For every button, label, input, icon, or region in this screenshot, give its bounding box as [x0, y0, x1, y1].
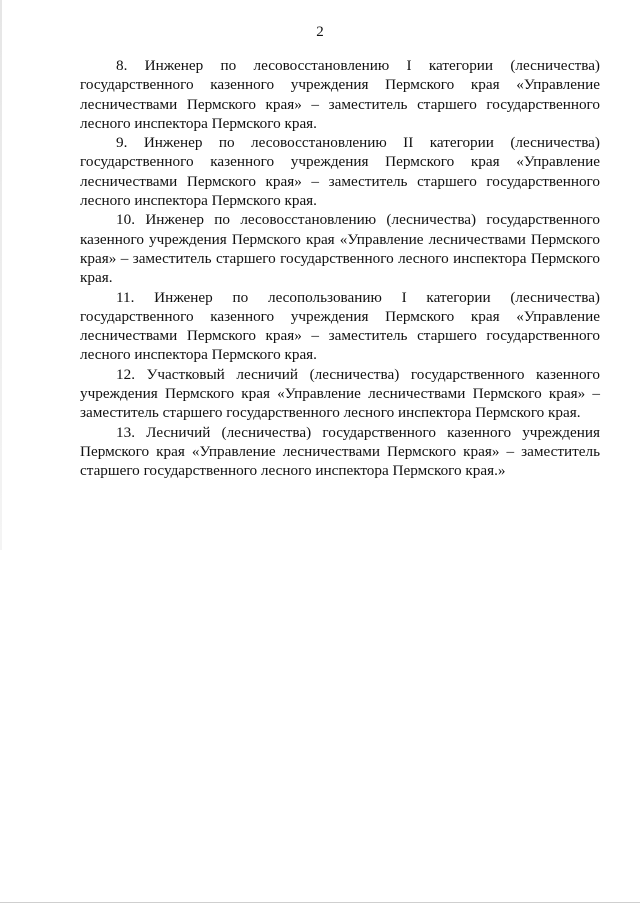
scan-edge-left: [0, 0, 2, 550]
paragraph-item-10: 10. Инженер по лесовосстановлению (лесничества) государственного казенного учреждения Пермского края «Управление лесничествами Пермского края» – заместитель старшего государственного лесного инспектора Пермского края.: [80, 211, 600, 287]
paragraph-item-8: 8. Инженер по лесовосстановлению I категории (лесничества) государственного казенного учреждения Пермского края «Управление лесничествами Пермского края» – заместитель старшего государственного лесного инспектора Пермского края.: [80, 57, 600, 132]
page-number: 2: [316, 24, 324, 40]
paragraph-item-11: 11. Инженер по лесопользованию I категории (лесничества) государственного казенного учреждения Пермского края «Управление лесничествами Пермского края» – заместитель старшего государственного лесного инспектора Пермского края.: [80, 288, 600, 364]
paragraph-item-12: 12. Участковый лесничий (лесничества) государственного казенного учреждения Пермского края «Управление лесничествами Пермского края» – заместитель старшего государственного лесного инспектора Пермского края.: [80, 365, 600, 422]
document-body: [80, 56, 600, 481]
paragraph-item-13: 13. Лесничий (лесничества) государственного казенного учреждения Пермского края «Управление лесничествами Пермского края» – заместитель старшего государственного лесного инспектора Пермского края.»: [80, 423, 600, 480]
paragraph-item-9: 9. Инженер по лесовосстановлению II категории (лесничества) государственного казенного учреждения Пермского края «Управление лесничествами Пермского края» – заместитель старшего государственного лесного инспектора Пермского края.: [80, 134, 600, 210]
scan-edge-bottom: [0, 902, 640, 903]
